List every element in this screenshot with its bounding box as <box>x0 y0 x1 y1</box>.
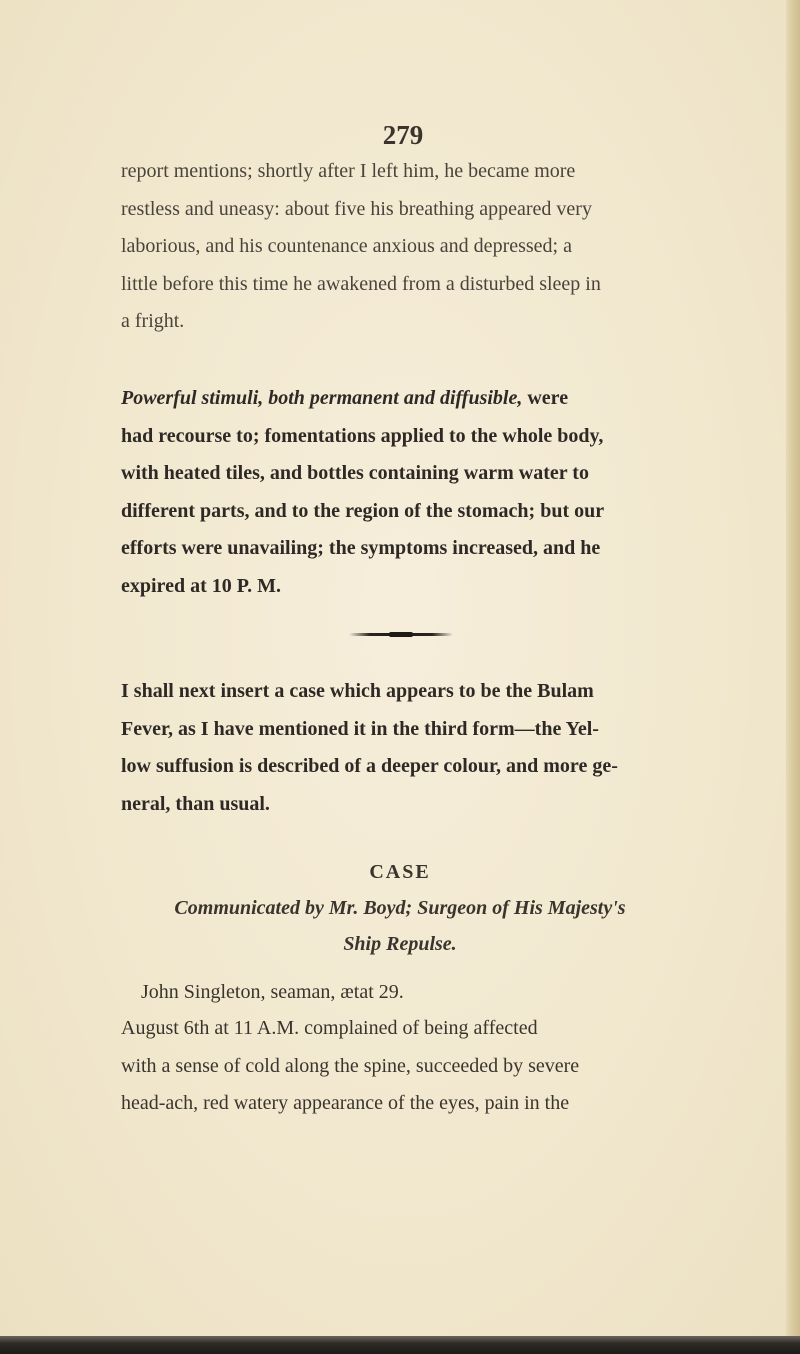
paragraph-1-line: a fright. <box>121 310 185 332</box>
paragraph-4-line: with a sense of cold along the spine, succeeded by severe <box>121 1054 580 1077</box>
paragraph-3-line: I shall next insert a case which appears to be the Bulam <box>121 680 594 702</box>
case-heading: CASE <box>369 861 431 883</box>
paragraph-2-line: had recourse to; fomentations applied to the whole body, <box>121 424 604 447</box>
paragraph-4-line: August 6th at 11 A.M. complained of being affected <box>121 1017 538 1039</box>
paragraph-4-line: head-ach, red watery appearance of the eyes, pain in the <box>121 1092 570 1114</box>
paragraph-2-line: efforts were unavailing; the symptoms increased, and he <box>121 537 601 559</box>
paragraph-2-first-line-rest: were <box>522 387 569 409</box>
paragraph-1-line: laborious, and his countenance anxious and depressed; a <box>121 235 572 257</box>
paragraph-4 <box>121 1010 696 1123</box>
paragraph-1-line: report mentions; shortly after I left him, he became more <box>121 160 576 182</box>
paragraph-3 <box>121 673 696 823</box>
italic-phrase: Powerful stimuli, both permanent and diffusible, <box>121 387 523 409</box>
paragraph-2-line: with heated tiles, and bottles containing warm water to <box>121 462 589 484</box>
paragraph-3-line: low suffusion is described of a deeper colour, and more ge- <box>121 755 618 777</box>
paragraph-2-first-line <box>121 380 696 418</box>
page-bottom-edge <box>0 1336 800 1354</box>
paragraph-1 <box>121 153 696 341</box>
paragraph-2-line: different parts, and to the region of the stomach; but our <box>121 499 605 522</box>
section-divider-rule <box>349 633 453 636</box>
paragraph-3-line: Fever, as I have mentioned it in the third form—the Yel- <box>121 717 599 740</box>
page-edge-shadow <box>786 0 800 1354</box>
ship-name-line: Ship Repulse. <box>343 933 457 955</box>
paragraph-1-line: restless and uneasy: about five his breathing appeared very <box>121 197 592 220</box>
paragraph-1-line: little before this time he awakened from a disturbed sleep in <box>121 272 601 295</box>
paragraph-3-line: neral, than usual. <box>121 792 270 815</box>
paragraph-2 <box>121 380 696 605</box>
patient-line: John Singleton, seaman, ætat 29. <box>141 981 404 1003</box>
paragraph-2-line: expired at 10 P. M. <box>121 574 281 597</box>
page-number: 279 <box>382 120 424 150</box>
communicated-by-line: Communicated by Mr. Boyd; Surgeon of His Majesty's <box>174 897 626 919</box>
